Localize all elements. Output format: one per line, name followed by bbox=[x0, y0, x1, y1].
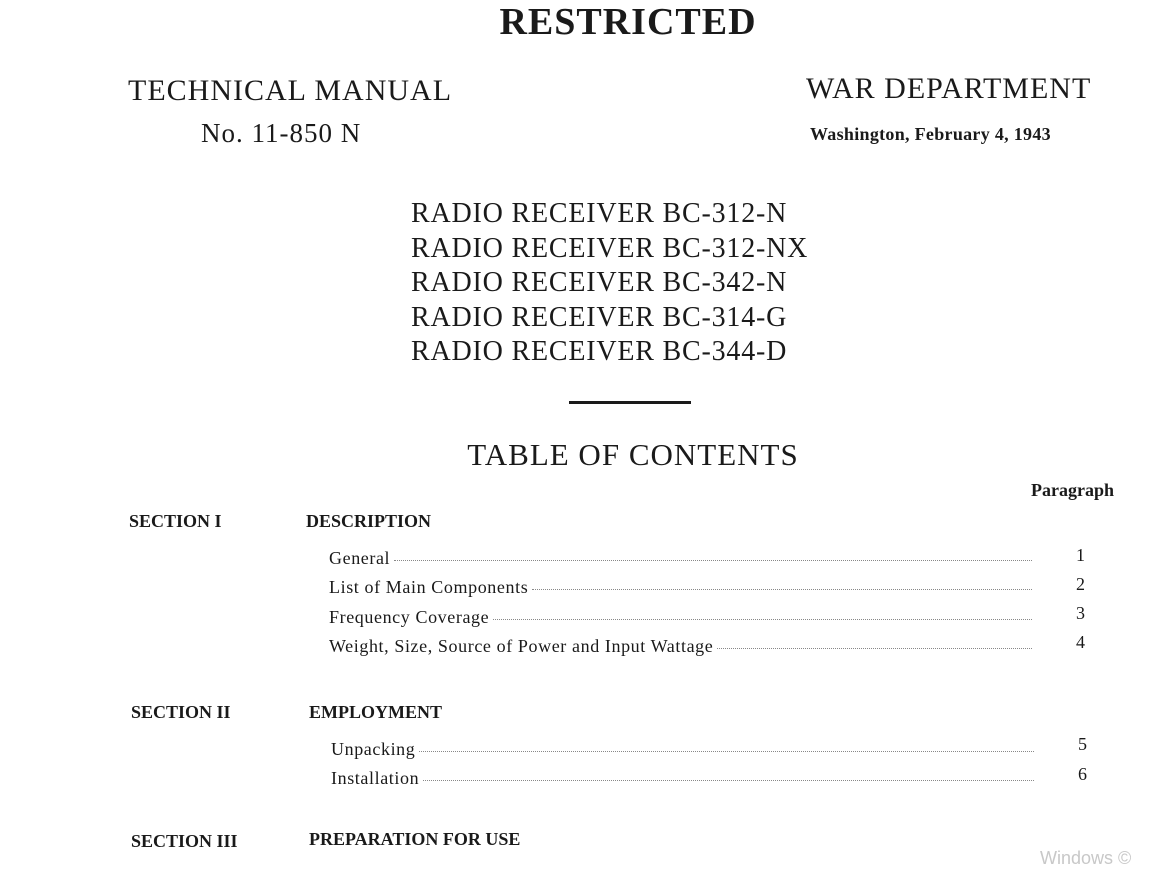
dot-leader bbox=[419, 751, 1034, 752]
toc-entry[interactable] bbox=[329, 577, 1036, 598]
section-label: SECTION I bbox=[129, 511, 222, 531]
title-block bbox=[411, 197, 808, 370]
title-line: RADIO RECEIVER BC-312-NX bbox=[411, 232, 809, 264]
toc-entry-paragraph: 4 bbox=[1076, 632, 1085, 652]
section-label: SECTION II bbox=[131, 702, 231, 722]
title-line: RADIO RECEIVER BC-342-N bbox=[411, 267, 788, 298]
toc-entry[interactable] bbox=[331, 739, 1038, 760]
toc-entry-label: Frequency Coverage bbox=[329, 607, 490, 627]
toc-heading: TABLE OF CONTENTS bbox=[467, 437, 799, 472]
toc-entry-paragraph: 1 bbox=[1076, 545, 1085, 565]
manual-type: TECHNICAL MANUAL bbox=[128, 74, 453, 107]
section-label: SECTION III bbox=[131, 831, 238, 851]
toc-entry-label: List of Main Components bbox=[329, 577, 529, 597]
title-line: RADIO RECEIVER BC-344-D bbox=[411, 336, 788, 367]
toc-entry-label: General bbox=[329, 548, 391, 568]
toc-entry-label: Weight, Size, Source of Power and Input Wattage bbox=[329, 636, 714, 656]
toc-entry-paragraph: 5 bbox=[1078, 734, 1087, 754]
toc-entry[interactable] bbox=[331, 768, 1038, 789]
toc-entry-paragraph: 3 bbox=[1076, 603, 1085, 623]
section-title: DESCRIPTION bbox=[306, 511, 432, 531]
dot-leader bbox=[423, 780, 1034, 781]
date-line: Washington, February 4, 1943 bbox=[810, 124, 1051, 144]
dot-leader bbox=[493, 619, 1032, 620]
toc-entry[interactable] bbox=[329, 607, 1036, 628]
toc-entry[interactable] bbox=[329, 548, 1036, 569]
divider-rule bbox=[569, 401, 691, 404]
department-name: WAR DEPARTMENT bbox=[806, 72, 1092, 105]
section-title: EMPLOYMENT bbox=[309, 702, 442, 722]
title-line: RADIO RECEIVER BC-312-N bbox=[411, 198, 788, 229]
toc-entry-paragraph: 6 bbox=[1078, 764, 1087, 784]
title-line: RADIO RECEIVER BC-314-G bbox=[411, 301, 788, 333]
dot-leader bbox=[717, 648, 1032, 649]
paragraph-column-header: Paragraph bbox=[1031, 480, 1114, 500]
section-title: PREPARATION FOR USE bbox=[309, 829, 521, 849]
toc-entry[interactable] bbox=[329, 636, 1036, 657]
toc-entry-label: Installation bbox=[331, 768, 420, 788]
toc-entry-label: Unpacking bbox=[331, 739, 416, 759]
dot-leader bbox=[532, 589, 1032, 590]
toc-entry-paragraph: 2 bbox=[1076, 574, 1085, 594]
classification-banner: RESTRICTED bbox=[499, 1, 757, 43]
dot-leader bbox=[394, 560, 1032, 561]
activation-watermark: Windows © bbox=[1040, 848, 1132, 868]
manual-number: No. 11-850 N bbox=[201, 118, 362, 148]
